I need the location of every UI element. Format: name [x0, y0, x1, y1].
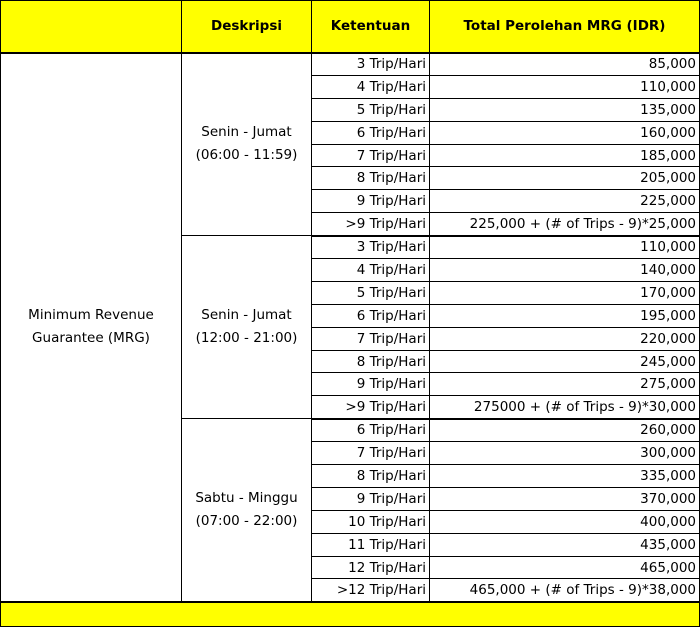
value-cell: 465,000 + (# of Trips - 9)*38,000	[430, 579, 700, 602]
description-line1: Minimum Revenue	[28, 307, 154, 324]
group-label-time: (06:00 - 11:59)	[195, 147, 298, 164]
condition-cell: 5 Trip/Hari	[312, 98, 430, 121]
header-row	[1, 1, 700, 53]
condition-cell: >9 Trip/Hari	[312, 396, 430, 419]
value-cell: 110,000	[430, 75, 700, 98]
condition-cell: 3 Trip/Hari	[312, 53, 430, 76]
condition-cell: 7 Trip/Hari	[312, 144, 430, 167]
condition-cell: 10 Trip/Hari	[312, 510, 430, 533]
condition-cell: 12 Trip/Hari	[312, 556, 430, 579]
value-cell: 220,000	[430, 327, 700, 350]
header-corner-cell	[1, 1, 182, 53]
condition-cell: 6 Trip/Hari	[312, 304, 430, 327]
group-label-cell	[182, 419, 312, 602]
condition-cell: 6 Trip/Hari	[312, 419, 430, 442]
condition-cell: >9 Trip/Hari	[312, 213, 430, 236]
condition-cell: 7 Trip/Hari	[312, 327, 430, 350]
condition-cell: 9 Trip/Hari	[312, 487, 430, 510]
header-deskripsi: Deskripsi	[182, 1, 312, 53]
group-label-time: (12:00 - 21:00)	[195, 330, 298, 347]
header-ketentuan: Ketentuan	[312, 1, 430, 53]
value-cell: 195,000	[430, 304, 700, 327]
condition-cell: 9 Trip/Hari	[312, 190, 430, 213]
group-label-cell	[182, 53, 312, 236]
value-cell: 160,000	[430, 121, 700, 144]
value-cell: 435,000	[430, 533, 700, 556]
value-cell: 370,000	[430, 487, 700, 510]
description-cell	[1, 53, 182, 602]
condition-cell: 3 Trip/Hari	[312, 236, 430, 259]
group-label-day: Sabtu - Minggu	[195, 490, 298, 507]
footer-bar	[1, 602, 700, 627]
value-cell: 85,000	[430, 53, 700, 76]
group-label-time: (07:00 - 22:00)	[195, 513, 298, 530]
condition-cell: 8 Trip/Hari	[312, 465, 430, 488]
condition-cell: >12 Trip/Hari	[312, 579, 430, 602]
value-cell: 300,000	[430, 442, 700, 465]
description-line2: Guarantee (MRG)	[32, 330, 150, 347]
value-cell: 465,000	[430, 556, 700, 579]
group-label-cell	[182, 236, 312, 419]
value-cell: 260,000	[430, 419, 700, 442]
condition-cell: 4 Trip/Hari	[312, 75, 430, 98]
condition-cell: 9 Trip/Hari	[312, 373, 430, 396]
table-row	[1, 53, 700, 76]
value-cell: 140,000	[430, 259, 700, 282]
condition-cell: 4 Trip/Hari	[312, 259, 430, 282]
value-cell: 275000 + (# of Trips - 9)*30,000	[430, 396, 700, 419]
value-cell: 400,000	[430, 510, 700, 533]
group-label-day: Senin - Jumat	[201, 307, 292, 324]
group-label-day: Senin - Jumat	[201, 124, 292, 141]
value-cell: 205,000	[430, 167, 700, 190]
condition-cell: 5 Trip/Hari	[312, 281, 430, 304]
value-cell: 110,000	[430, 236, 700, 259]
value-cell: 185,000	[430, 144, 700, 167]
condition-cell: 8 Trip/Hari	[312, 350, 430, 373]
header-total-perolehan: Total Perolehan MRG (IDR)	[430, 1, 700, 53]
value-cell: 135,000	[430, 98, 700, 121]
condition-cell: 7 Trip/Hari	[312, 442, 430, 465]
value-cell: 275,000	[430, 373, 700, 396]
footer-row	[1, 602, 700, 627]
value-cell: 170,000	[430, 281, 700, 304]
condition-cell: 6 Trip/Hari	[312, 121, 430, 144]
value-cell: 335,000	[430, 465, 700, 488]
value-cell: 245,000	[430, 350, 700, 373]
condition-cell: 11 Trip/Hari	[312, 533, 430, 556]
condition-cell: 8 Trip/Hari	[312, 167, 430, 190]
value-cell: 225,000 + (# of Trips - 9)*25,000	[430, 213, 700, 236]
value-cell: 225,000	[430, 190, 700, 213]
